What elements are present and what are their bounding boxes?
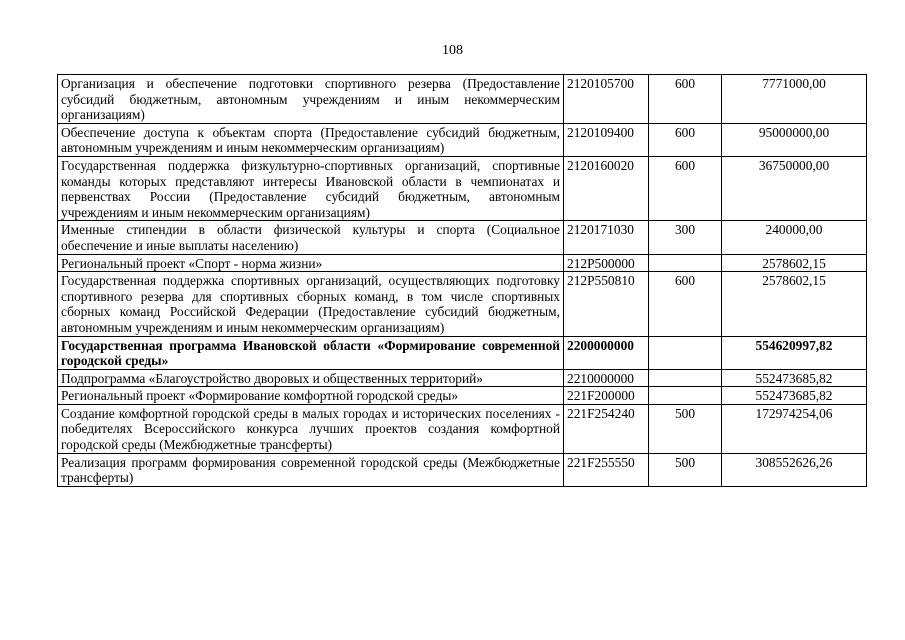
table-row	[58, 336, 867, 369]
table-row	[58, 272, 867, 336]
row-amount-cell: 2578602,15	[722, 272, 867, 336]
row-code-cell: 221F200000	[564, 387, 649, 405]
row-name-cell: Реализация программ формирования современной городской среды (Межбюджетные трансферты)	[58, 453, 564, 486]
row-name-cell: Создание комфортной городской среды в малых городах и исторических поселениях - победителях Всероссийского конкурса лучших проектов создания комфортной городской среды (Межбюджетные трансферты)	[58, 404, 564, 453]
table-row	[58, 123, 867, 156]
page-number: 108	[442, 43, 463, 58]
row-code-cell: 2120160020	[564, 156, 649, 220]
row-amount-cell: 240000,00	[722, 221, 867, 254]
row-amount-cell: 552473685,82	[722, 387, 867, 405]
row-name-cell: Именные стипендии в области физической культуры и спорта (Социальное обеспечение и иные выплаты населению)	[58, 221, 564, 254]
row-expense-type-cell: 500	[649, 404, 722, 453]
row-expense-type-cell	[649, 254, 722, 272]
row-amount-cell: 36750000,00	[722, 156, 867, 220]
budget-table-body	[58, 75, 867, 487]
row-code-cell: 2120171030	[564, 221, 649, 254]
row-code-cell: 221F254240	[564, 404, 649, 453]
table-row	[58, 404, 867, 453]
row-code-cell: 2120105700	[564, 75, 649, 124]
row-amount-cell: 552473685,82	[722, 369, 867, 387]
row-expense-type-cell: 600	[649, 156, 722, 220]
table-row	[58, 387, 867, 405]
table-row	[58, 369, 867, 387]
table-row	[58, 156, 867, 220]
row-expense-type-cell	[649, 336, 722, 369]
budget-table	[57, 74, 867, 487]
row-amount-cell: 2578602,15	[722, 254, 867, 272]
row-code-cell: 2200000000	[564, 336, 649, 369]
row-name-cell: Государственная поддержка физкультурно-спортивных организаций, спортивные команды которых представляют интересы Ивановской области в чемпионатах и первенствах России (Предоставление субсидий бюджетным, автономным учреждениям и иным некоммерческим организациям)	[58, 156, 564, 220]
row-code-cell: 212P500000	[564, 254, 649, 272]
row-name-cell: Региональный проект «Спорт - норма жизни»	[58, 254, 564, 272]
row-expense-type-cell	[649, 387, 722, 405]
row-code-cell: 212P550810	[564, 272, 649, 336]
row-name-cell: Государственная программа Ивановской области «Формирование современной городской среды»	[58, 336, 564, 369]
table-row	[58, 75, 867, 124]
row-amount-cell: 172974254,06	[722, 404, 867, 453]
row-name-cell: Государственная поддержка спортивных организаций, осуществляющих подготовку спортивного резерва для спортивных сборных команд, в том числе спортивных сборных команд Российской Федерации (Предоставление субсидий бюджетным, автономным учреждениям и иным некоммерческим организациям)	[58, 272, 564, 336]
row-expense-type-cell: 600	[649, 75, 722, 124]
row-amount-cell: 554620997,82	[722, 336, 867, 369]
row-amount-cell: 308552626,26	[722, 453, 867, 486]
row-expense-type-cell: 600	[649, 123, 722, 156]
row-amount-cell: 95000000,00	[722, 123, 867, 156]
table-row	[58, 254, 867, 272]
row-amount-cell: 7771000,00	[722, 75, 867, 124]
row-code-cell: 2120109400	[564, 123, 649, 156]
row-expense-type-cell: 600	[649, 272, 722, 336]
row-name-cell: Подпрограмма «Благоустройство дворовых и общественных территорий»	[58, 369, 564, 387]
row-expense-type-cell: 300	[649, 221, 722, 254]
row-name-cell: Региональный проект «Формирование комфортной городской среды»	[58, 387, 564, 405]
table-row	[58, 221, 867, 254]
row-expense-type-cell: 500	[649, 453, 722, 486]
row-name-cell: Обеспечение доступа к объектам спорта (Предоставление субсидий бюджетным, автономным учреждениям и иным некоммерческим организациям)	[58, 123, 564, 156]
table-row	[58, 453, 867, 486]
row-expense-type-cell	[649, 369, 722, 387]
row-name-cell: Организация и обеспечение подготовки спортивного резерва (Предоставление субсидий бюджетным, автономным учреждениям и иным некоммерческим организациям)	[58, 75, 564, 124]
row-code-cell: 221F255550	[564, 453, 649, 486]
row-code-cell: 2210000000	[564, 369, 649, 387]
